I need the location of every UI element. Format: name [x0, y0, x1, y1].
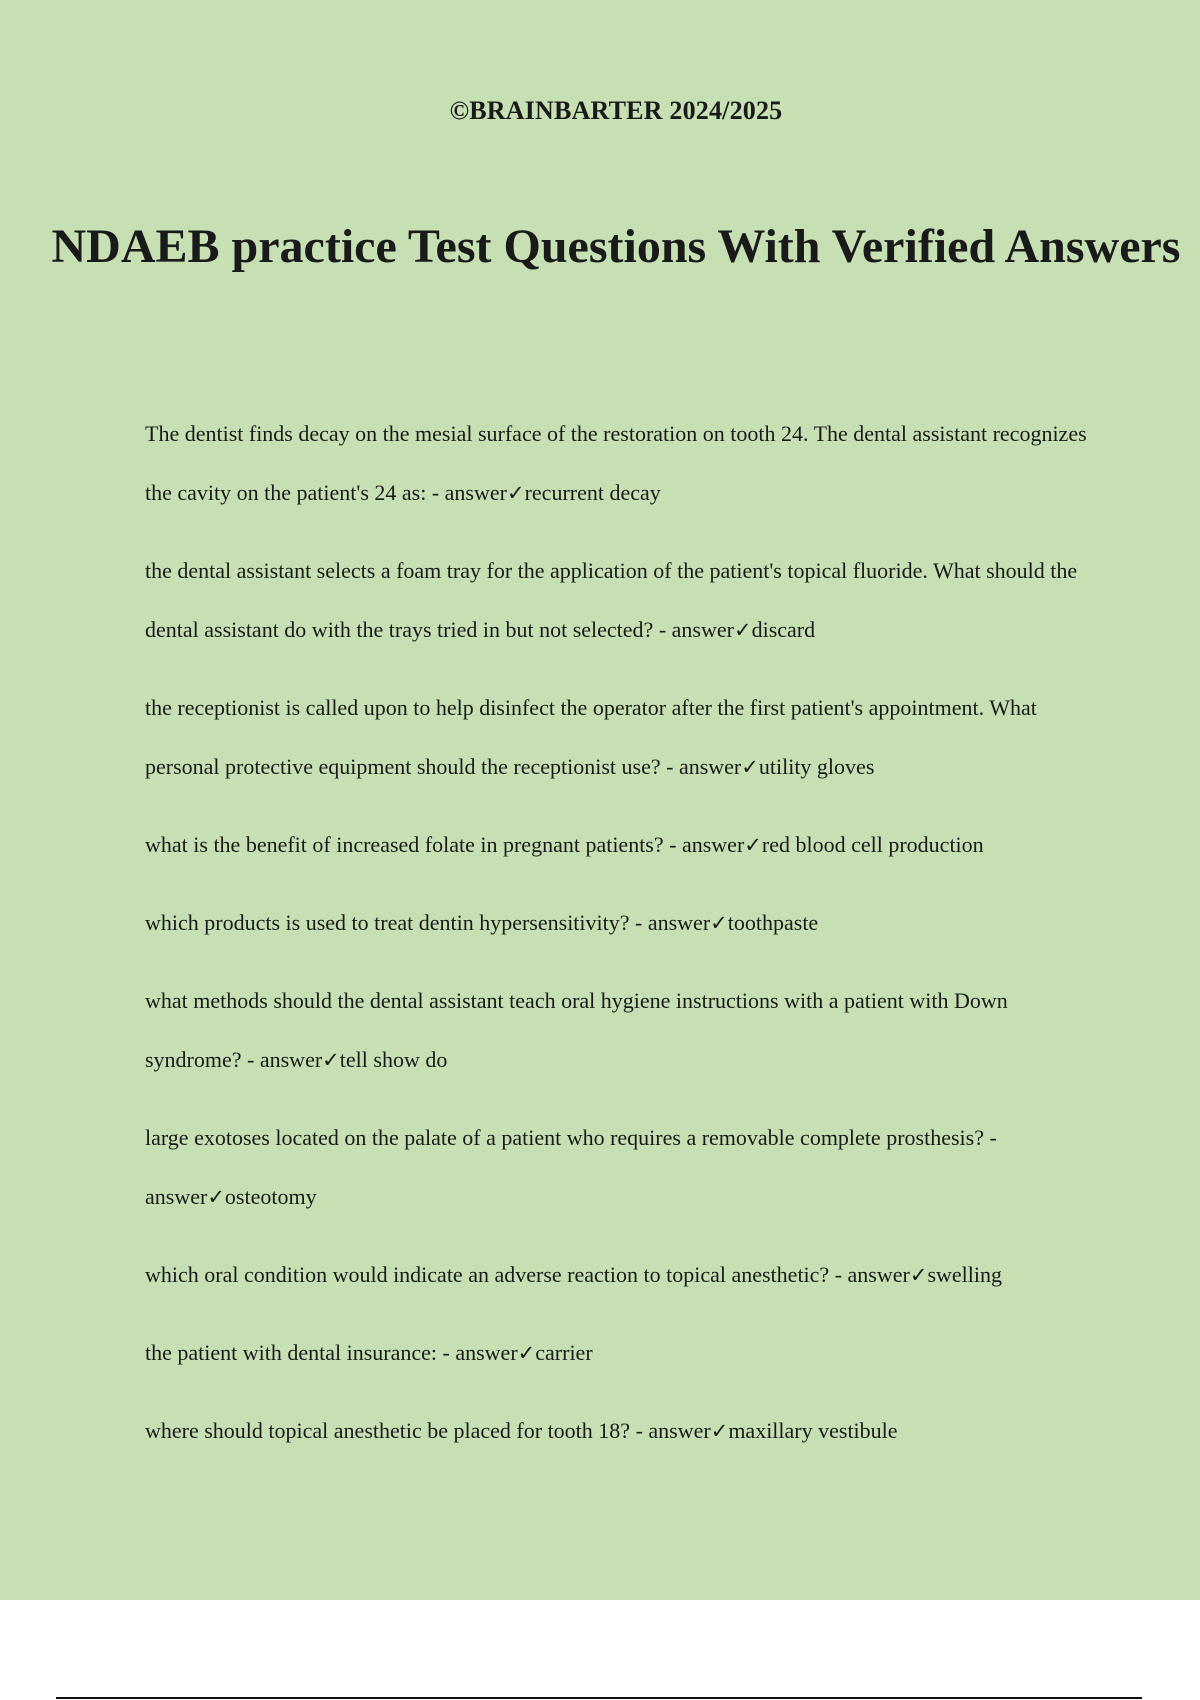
- copyright-header: ©BRAINBARTER 2024/2025: [449, 96, 783, 125]
- checkmark-icon: ✓: [710, 1419, 729, 1443]
- checkmark-icon: ✓: [207, 1185, 225, 1209]
- question-text: what is the benefit of increased folate in pregnant patients?: [145, 832, 664, 857]
- answer-text: tell show do: [339, 1047, 448, 1072]
- question-text: what methods should the dental assistant teach oral hygiene instructions with a patient with Down syndrome?: [145, 988, 1008, 1072]
- answer-text: swelling: [927, 1262, 1003, 1287]
- checkmark-icon: ✓: [744, 833, 762, 857]
- answer-prefix: - answer: [241, 1047, 323, 1072]
- qa-item: [145, 678, 1095, 797]
- checkmark-icon: ✓: [322, 1048, 340, 1072]
- checkmark-icon: ✓: [506, 481, 525, 505]
- answer-prefix: - answer: [426, 480, 507, 505]
- answer-text: discard: [751, 617, 816, 642]
- answer-text: utility gloves: [758, 754, 875, 779]
- answer-prefix: - answer: [437, 1340, 518, 1365]
- checkmark-icon: ✓: [710, 911, 728, 935]
- question-text: The dentist finds decay on the mesial surface of the restoration on tooth 24. The dental assistant recognizes the cavity on the patient's 24 as:: [145, 421, 1087, 505]
- question-text: the patient with dental insurance:: [145, 1340, 438, 1365]
- answer-prefix: - answer: [653, 617, 734, 642]
- question-text: which products is used to treat dentin hypersensitivity?: [145, 910, 630, 935]
- answer-prefix: - answer: [630, 1418, 711, 1443]
- question-text: where should topical anesthetic be placed for tooth 18?: [145, 1418, 631, 1443]
- answer-prefix: - answer: [660, 754, 742, 779]
- question-text: the dental assistant selects a foam tray for the application of the patient's topical fluoride. What should the dental assistant do with the trays tried in but not selected?: [145, 558, 1078, 642]
- qa-item: [145, 541, 1095, 660]
- answer-text: red blood cell production: [761, 832, 984, 857]
- qa-item: [145, 893, 1095, 953]
- qa-item: [145, 404, 1095, 523]
- checkmark-icon: ✓: [909, 1263, 928, 1287]
- qa-item: [145, 1401, 1095, 1461]
- qa-item: [145, 1245, 1095, 1305]
- answer-prefix: - answer: [145, 1125, 997, 1209]
- answer-text: carrier: [535, 1340, 593, 1365]
- qa-item: [145, 1323, 1095, 1383]
- answer-text: maxillary vestibule: [728, 1418, 898, 1443]
- answer-text: toothpaste: [727, 910, 819, 935]
- qa-item: [145, 971, 1095, 1090]
- answer-text: osteotomy: [224, 1184, 317, 1209]
- footer-divider: [56, 1697, 1142, 1699]
- qa-item: [145, 1108, 1095, 1227]
- document-title: NDAEB practice Test Questions With Verified Answers: [51, 220, 1181, 273]
- checkmark-icon: ✓: [517, 1341, 536, 1365]
- answer-text: recurrent decay: [524, 480, 661, 505]
- qa-item: [145, 815, 1095, 875]
- answer-prefix: - answer: [629, 910, 711, 935]
- question-text: large exotoses located on the palate of a patient who requires a removable complete prosthesis?: [145, 1125, 984, 1150]
- answer-prefix: - answer: [663, 832, 745, 857]
- question-text: which oral condition would indicate an adverse reaction to topical anesthetic?: [145, 1262, 830, 1287]
- checkmark-icon: ✓: [741, 755, 759, 779]
- question-answer-list: [145, 404, 1095, 1479]
- checkmark-icon: ✓: [733, 618, 752, 642]
- answer-prefix: - answer: [829, 1262, 910, 1287]
- question-text: the receptionist is called upon to help disinfect the operator after the first patient's appointment. What personal protective equipment should the receptionist use?: [145, 695, 1037, 779]
